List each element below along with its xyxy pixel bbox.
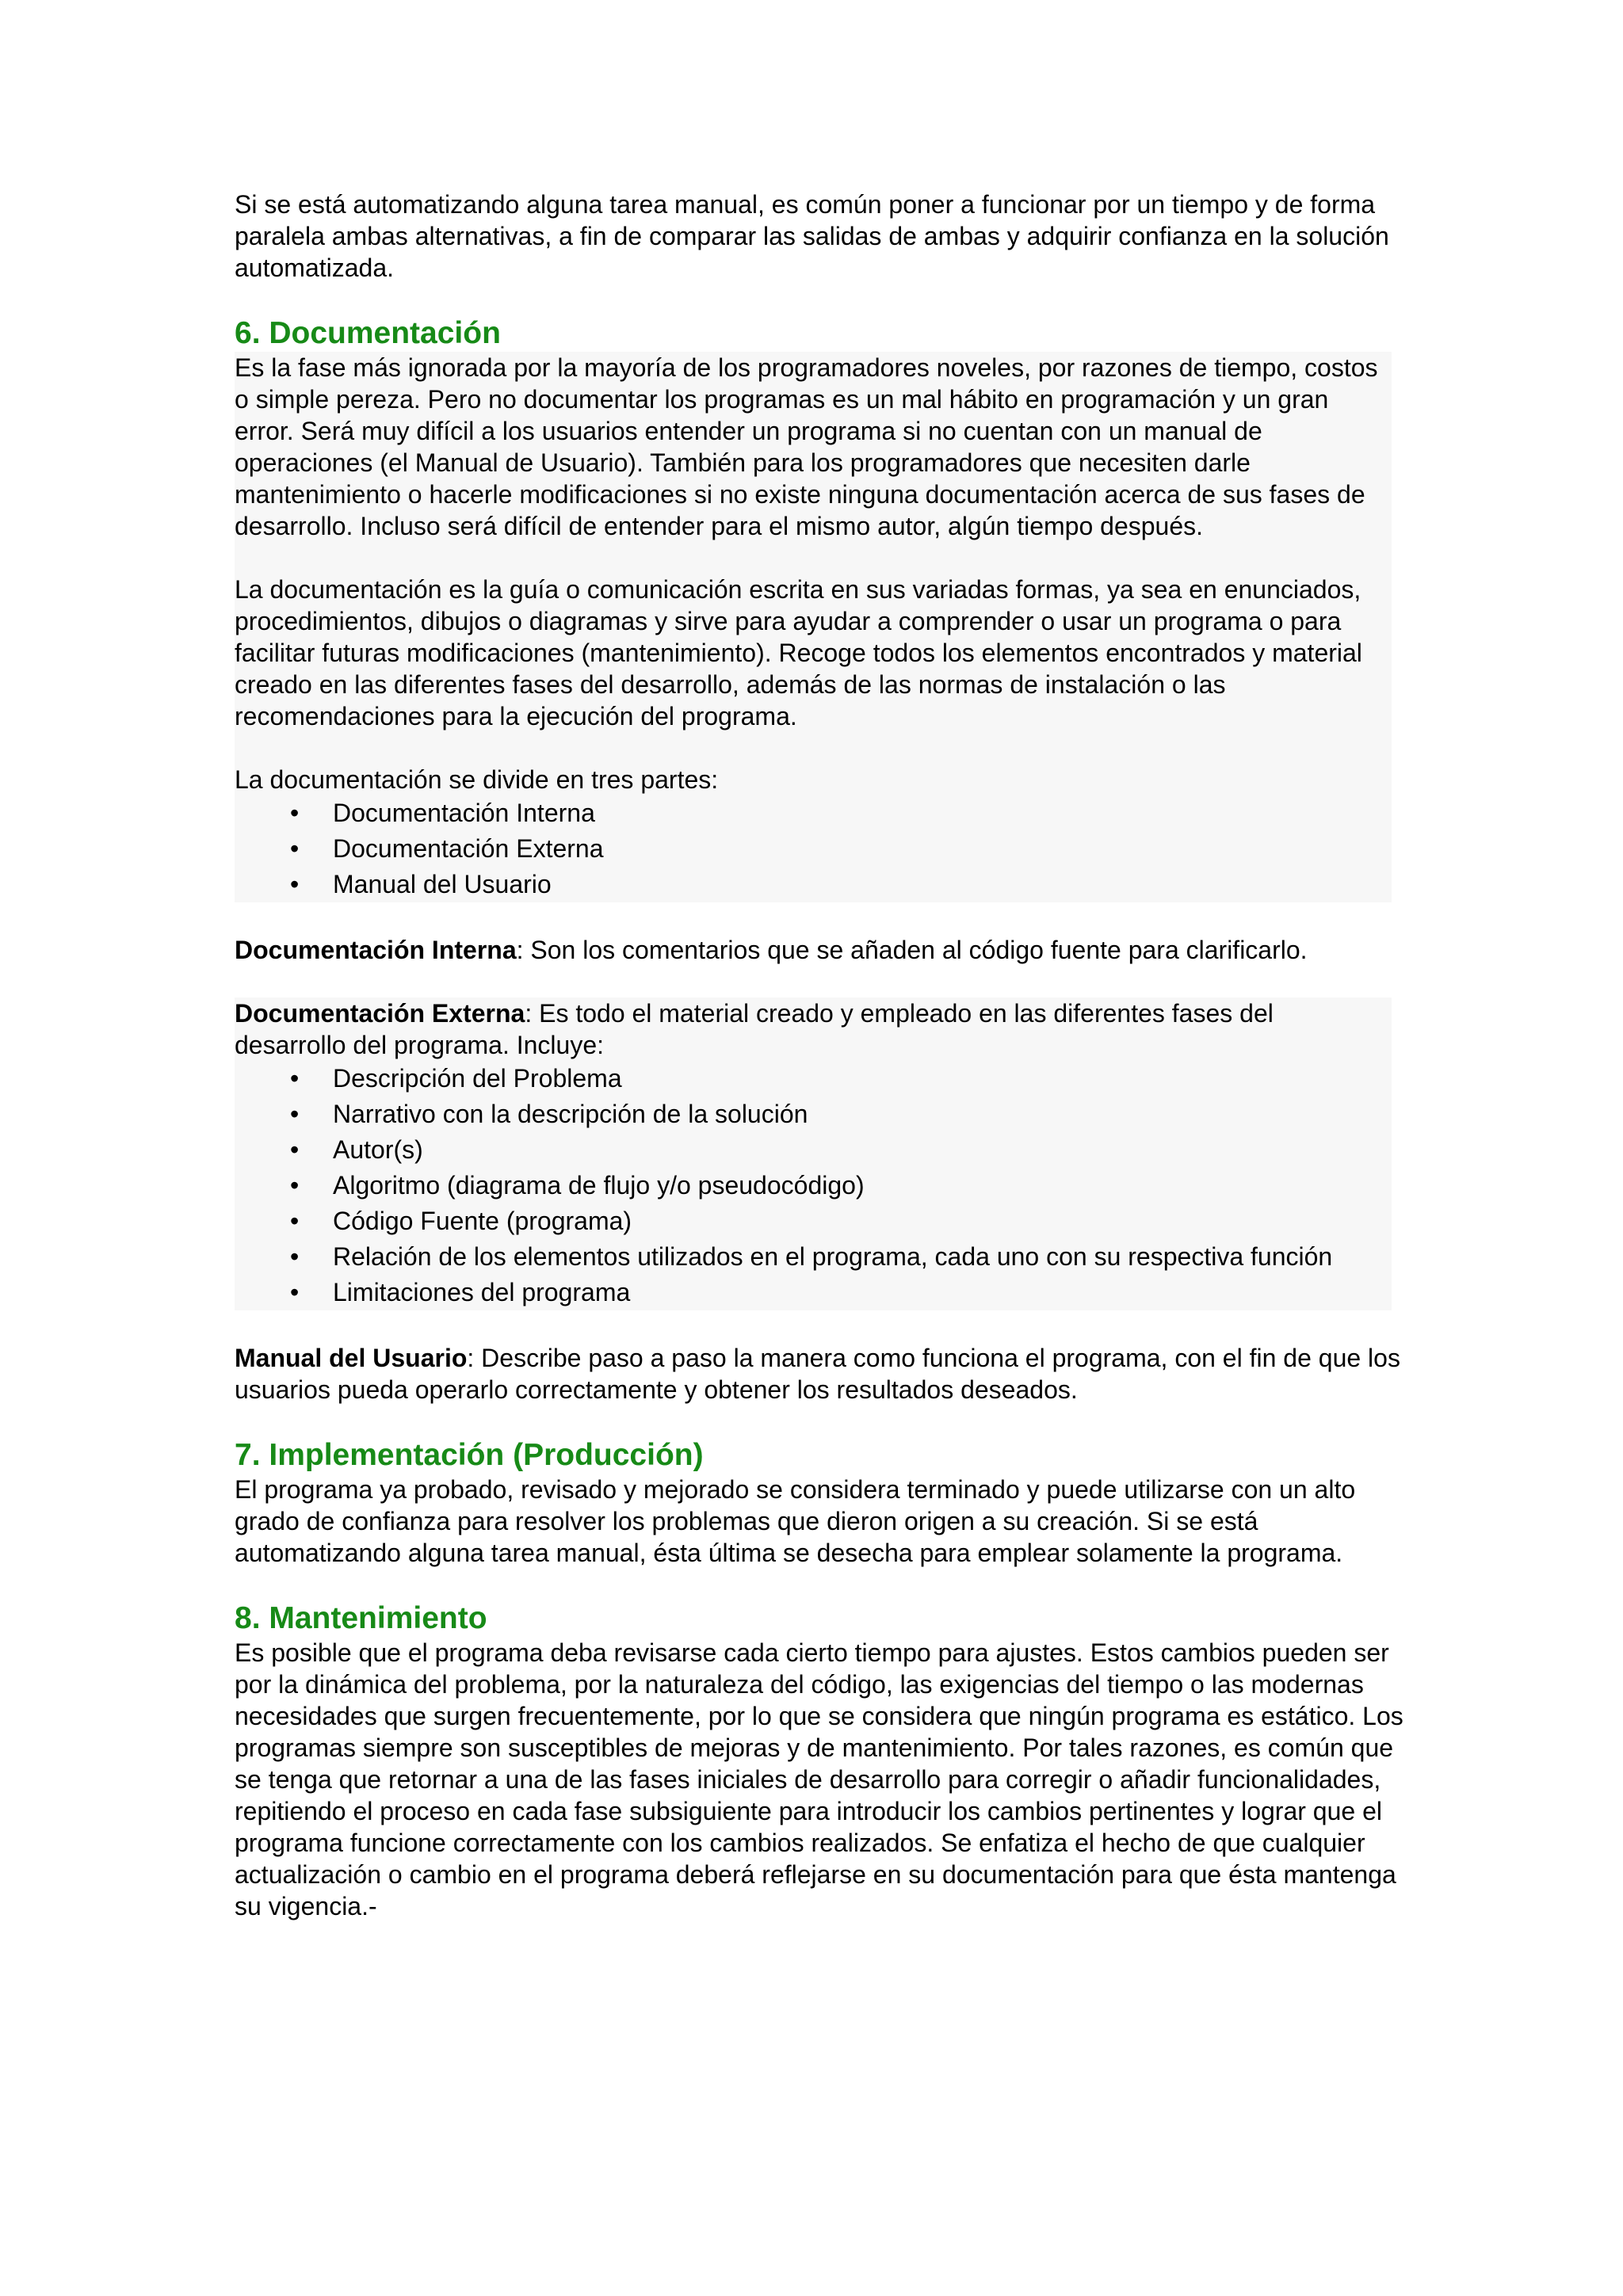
documentacion-externa-paragraph (235, 997, 1392, 1061)
documentacion-externa-block (235, 997, 1392, 1310)
manual-usuario-text: : Describe paso a paso la manera como funciona el programa, con el fin de que los usuarios pueda operarlo correctamente y obtener los resultados deseados. (235, 1344, 1400, 1404)
documentacion-interna-text: : Son los comentarios que se añaden al código fuente para clarificarlo. (516, 936, 1308, 964)
documentacion-externa-term: Documentación Externa (235, 999, 525, 1028)
section-7-heading: 7. Implementación (Producción) (235, 1438, 704, 1472)
list-item: • Descripción del Problema (235, 1061, 1392, 1097)
list-item: • Relación de los elementos utilizados en el programa, cada uno con su respectiva función (235, 1239, 1392, 1275)
list-item: • Manual del Usuario (235, 867, 1392, 902)
documentacion-interna-term: Documentación Interna (235, 936, 517, 964)
external-documentation-list (235, 1061, 1392, 1310)
list-item: • Narrativo con la descripción de la solución (235, 1097, 1392, 1132)
section-7-paragraph: El programa ya probado, revisado y mejorado se considera terminado y puede utilizarse con un alto grado de confianza para resolver los problemas que dieron origen a su creación. Si se está automatizando alguna tarea manual, ésta última se desecha para emplear solamente la programa. (235, 1475, 1356, 1567)
list-item: • Limitaciones del programa (235, 1275, 1392, 1310)
list-item: • Código Fuente (programa) (235, 1203, 1392, 1239)
section-6-paragraph-1: Es la fase más ignorada por la mayoría de los programadores noveles, por razones de tiempo, costos o simple pereza. Pero no documentar los programas es un mal hábito en programación y un gran error. Será muy difícil a los usuarios entender un programa si no cuentan con un manual de operaciones (el Manual de Usuario). También para los programadores que necesiten darle mantenimiento o hacerle modificaciones si no existe ninguna documentación acerca de sus fases de desarrollo. Incluso será difícil de entender para el mismo autor, algún tiempo después. (235, 353, 1378, 540)
section-8-paragraph: Es posible que el programa deba revisarse cada cierto tiempo para ajustes. Estos cambios pueden ser por la dinámica del problema, por la naturaleza del código, las exigencias del tiempo o las modernas necesidades que surgen frecuentemente, por lo que se considera que ningún programa es estático. Los programas siempre son susceptibles de mejoras y de mantenimiento. Por tales razones, es común que se tenga que retornar a una de las fases iniciales de desarrollo para corregir o añadir funcionalidades, repitiendo el proceso en cada fase subsiguiente para introducir los cambios pertinentes y lograr que el programa funcione correctamente con los cambios realizados. Se enfatiza el hecho de que cualquier actualización o cambio en el programa deberá reflejarse en su documentación para que ésta mantenga su vigencia.- (235, 1638, 1403, 1920)
list-item: • Algoritmo (diagrama de flujo y/o pseudocódigo) (235, 1168, 1392, 1203)
manual-usuario-paragraph (235, 1342, 1407, 1405)
documentacion-block (235, 352, 1392, 902)
documentation-parts-list (235, 795, 1392, 902)
section-6-paragraph-2: La documentación es la guía o comunicación escrita en sus variadas formas, ya sea en enunciados, procedimientos, dibujos o diagramas y sirve para ayudar a comprender o usar un programa o para facilitar futuras modificaciones (mantenimiento). Recoge todos los elementos encontrados y material creado en las diferentes fases del desarrollo, además de las normas de instalación o las recomendaciones para la ejecución del programa. (235, 575, 1362, 730)
list-item: • Documentación Interna (235, 795, 1392, 831)
list-item: • Autor(s) (235, 1132, 1392, 1168)
documentacion-externa-text: : Es todo el material creado y empleado en las diferentes fases del desarrollo del programa. Incluye: (235, 999, 1274, 1059)
document-body (235, 189, 1407, 1922)
intro-paragraph: Si se está automatizando alguna tarea manual, es común poner a funcionar por un tiempo y de forma paralela ambas alternativas, a fin de comparar las salidas de ambas y adquirir confianza en la solución automatizada. (235, 190, 1389, 282)
documentacion-interna-paragraph (235, 934, 1407, 966)
manual-usuario-term: Manual del Usuario (235, 1344, 468, 1372)
section-8-heading: 8. Mantenimiento (235, 1601, 487, 1635)
section-6-heading: 6. Documentación (235, 316, 501, 350)
list-item: • Documentación Externa (235, 831, 1392, 867)
section-6-paragraph-3: La documentación se divide en tres partes: (235, 765, 719, 794)
